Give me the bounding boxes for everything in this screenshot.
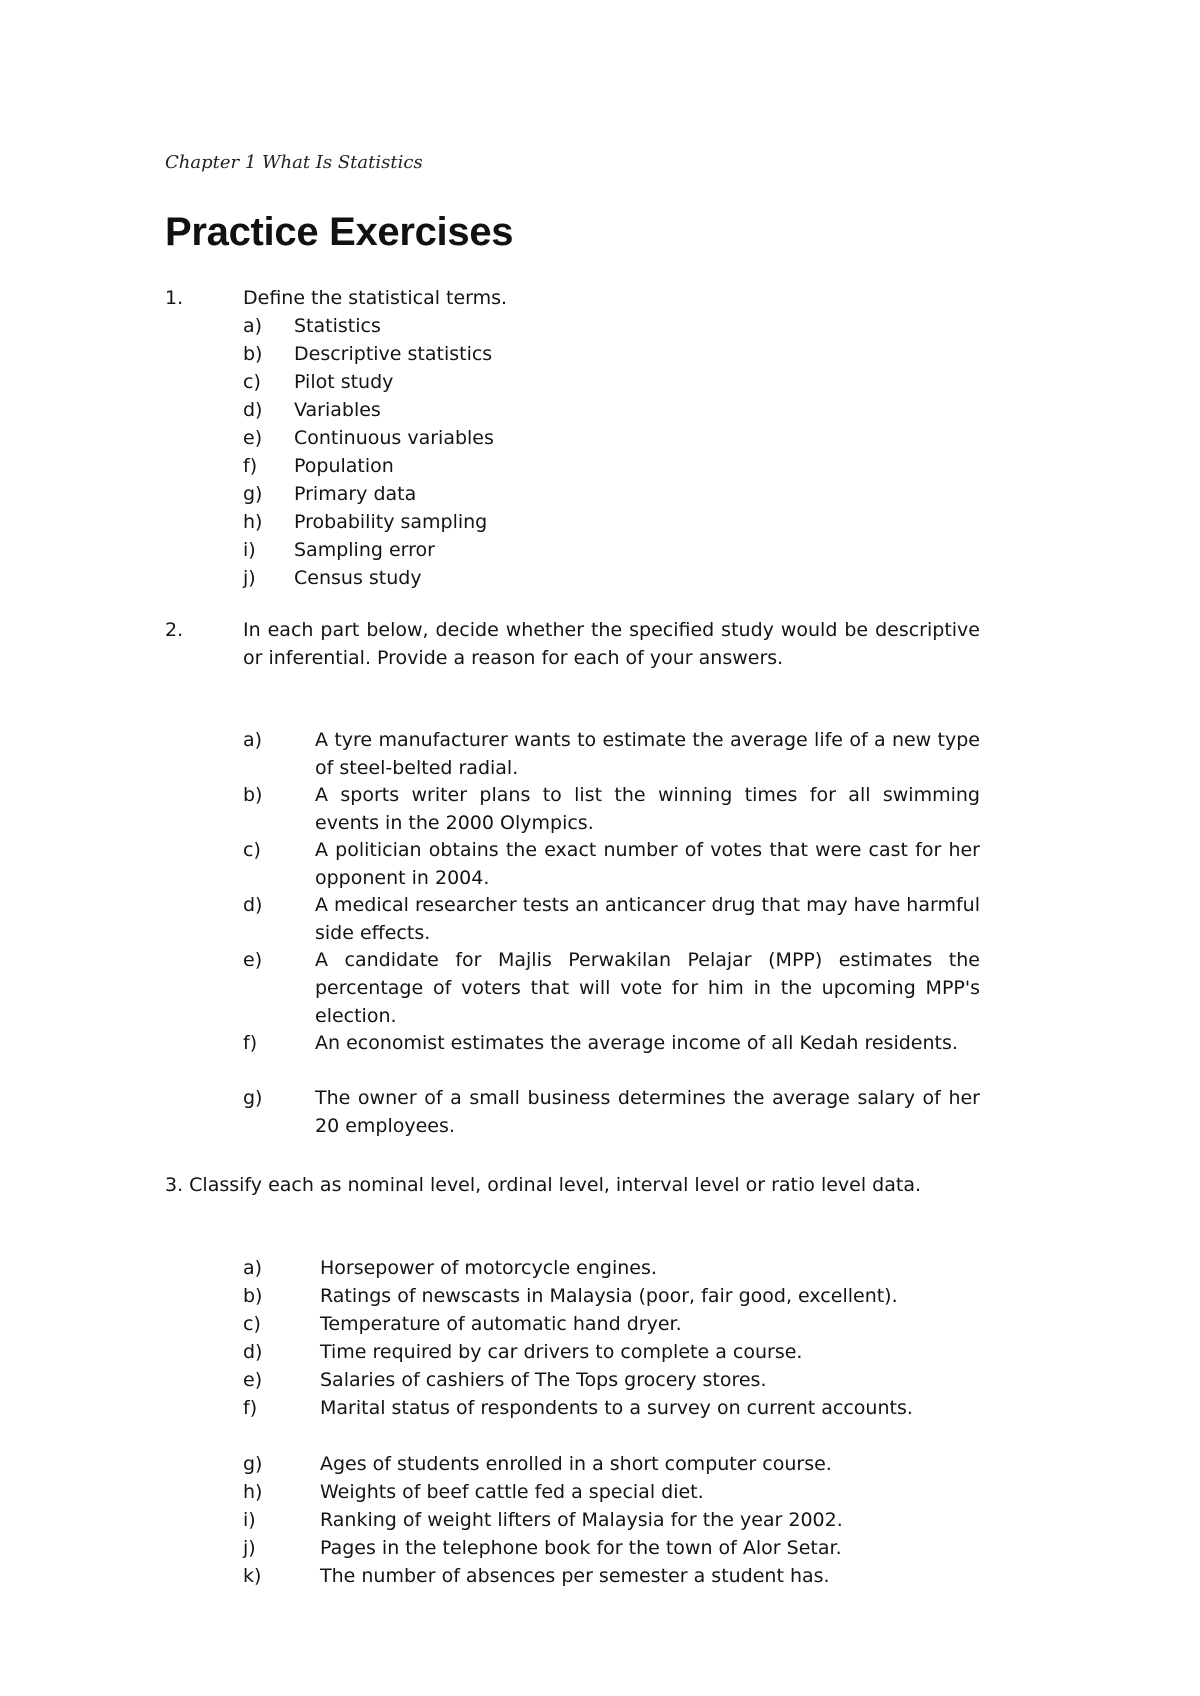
item-text: Probability sampling	[294, 511, 488, 533]
item-text: A sports writer plans to list the winning times for all swimming events in the 2000 Olympics.	[315, 784, 980, 834]
item-label: a)	[243, 729, 263, 751]
item-text: Pilot study	[294, 371, 394, 393]
chapter-header: Chapter 1 What Is Statistics	[165, 152, 423, 173]
item-text: Ranking of weight lifters of Malaysia for the year 2002.	[320, 1509, 843, 1531]
item-label: c)	[243, 1313, 261, 1335]
item-label: c)	[243, 839, 261, 861]
item-text: An economist estimates the average income of all Kedah residents.	[315, 1032, 958, 1054]
item-label: e)	[243, 427, 263, 449]
item-text: Ratings of newscasts in Malaysia (poor, fair good, excellent).	[320, 1285, 898, 1307]
item-text: Pages in the telephone book for the town of Alor Setar.	[320, 1537, 842, 1559]
item-label: g)	[243, 1087, 263, 1109]
item-label: c)	[243, 371, 261, 393]
item-text: Census study	[294, 567, 422, 589]
item-label: e)	[243, 1369, 263, 1391]
item-text: Statistics	[294, 315, 381, 337]
item-text: Horsepower of motorcycle engines.	[320, 1257, 657, 1279]
item-text: Time required by car drivers to complete a course.	[320, 1341, 803, 1363]
item-text: A candidate for Majlis Perwakilan Pelajar (MPP) estimates the percentage of voters that will vote for him in the upcoming MPP's election.	[315, 949, 980, 1027]
item-label: b)	[243, 343, 263, 365]
item-text: A politician obtains the exact number of votes that were cast for her opponent in 2004.	[315, 839, 980, 889]
question-text: Define the statistical terms.	[243, 287, 508, 309]
item-label: a)	[243, 315, 263, 337]
item-text: Variables	[294, 399, 381, 421]
item-text: Primary data	[294, 483, 417, 505]
item-label: e)	[243, 949, 263, 971]
item-text: Ages of students enrolled in a short computer course.	[320, 1453, 832, 1475]
item-text: Population	[294, 455, 394, 477]
item-label: h)	[243, 1481, 263, 1503]
item-label: a)	[243, 1257, 263, 1279]
item-text: Temperature of automatic hand dryer.	[320, 1313, 682, 1335]
question-number: 1.	[165, 287, 184, 309]
item-label: f)	[243, 1032, 258, 1054]
item-label: d)	[243, 399, 263, 421]
item-label: g)	[243, 1453, 263, 1475]
question-text: In each part below, decide whether the specified study would be descriptive or inferential. Provide a reason for each of your answers.	[243, 619, 980, 669]
question-text: 3. Classify each as nominal level, ordinal level, interval level or ratio level data.	[165, 1174, 922, 1196]
item-label: b)	[243, 1285, 263, 1307]
item-text: The number of absences per semester a student has.	[320, 1565, 830, 1587]
item-label: j)	[243, 567, 256, 589]
item-label: k)	[243, 1565, 262, 1587]
item-label: i)	[243, 1509, 256, 1531]
item-text: Continuous variables	[294, 427, 494, 449]
item-label: f)	[243, 455, 258, 477]
item-text: Sampling error	[294, 539, 435, 561]
item-text: The owner of a small business determines the average salary of her 20 employees.	[315, 1087, 980, 1137]
item-label: d)	[243, 894, 263, 916]
item-label: h)	[243, 511, 263, 533]
item-text: Weights of beef cattle fed a special diet.	[320, 1481, 704, 1503]
item-text: Salaries of cashiers of The Tops grocery stores.	[320, 1369, 767, 1391]
item-label: i)	[243, 539, 256, 561]
item-text: Descriptive statistics	[294, 343, 493, 365]
item-label: d)	[243, 1341, 263, 1363]
item-text: A medical researcher tests an anticancer drug that may have harmful side effects.	[315, 894, 980, 944]
question-number: 2.	[165, 619, 184, 641]
item-text: Marital status of respondents to a survey on current accounts.	[320, 1397, 913, 1419]
item-text: A tyre manufacturer wants to estimate the average life of a new type of steel-belted radial.	[315, 729, 980, 779]
item-label: j)	[243, 1537, 256, 1559]
item-label: f)	[243, 1397, 258, 1419]
item-label: g)	[243, 483, 263, 505]
page-title: Practice Exercises	[165, 210, 514, 254]
item-label: b)	[243, 784, 263, 806]
